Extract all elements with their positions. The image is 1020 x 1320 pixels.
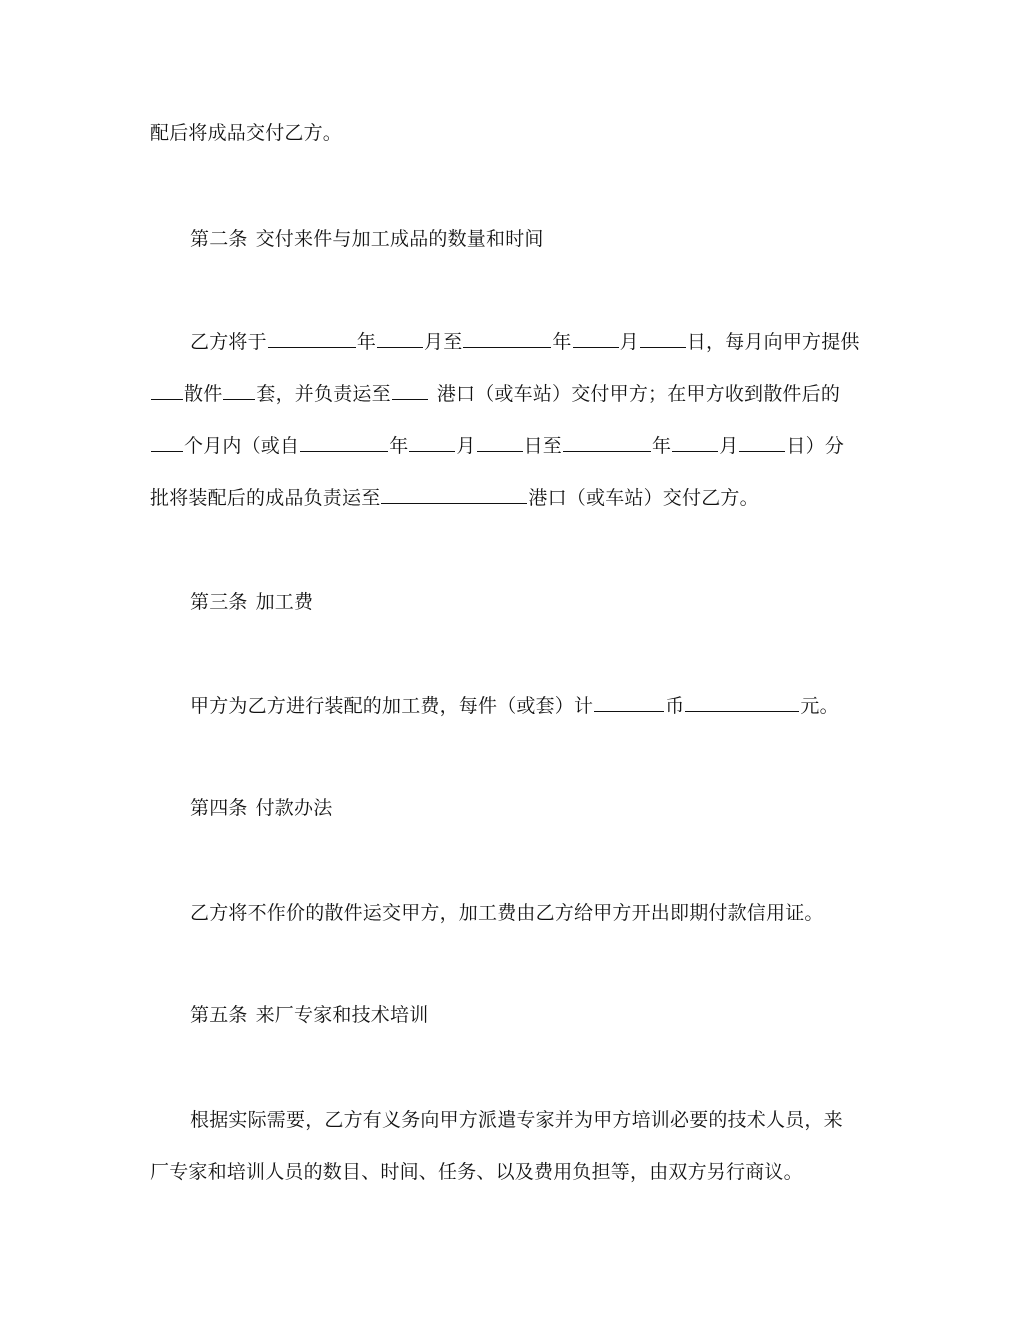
blank-field[interactable] xyxy=(377,329,423,348)
text: 月至 xyxy=(424,331,463,353)
text: 个月内（或自 xyxy=(184,435,300,457)
article-heading xyxy=(190,796,332,820)
text: 币 xyxy=(665,695,685,717)
article-number: 第五条 xyxy=(190,1004,248,1026)
article-heading xyxy=(190,227,544,251)
text: 元。 xyxy=(800,695,839,717)
article-heading xyxy=(190,590,313,614)
blank-field[interactable] xyxy=(223,381,255,400)
blank-field[interactable] xyxy=(409,433,455,452)
article-title: 交付来件与加工成品的数量和时间 xyxy=(255,228,544,250)
blank-field[interactable] xyxy=(268,329,356,348)
blank-field[interactable] xyxy=(594,693,664,712)
text: 根据实际需要，乙方有义务向甲方派遣专家并为甲方培训必要的技术人员，来 xyxy=(190,1109,843,1131)
text: 厂专家和培训人员的数目、时间、任务、以及费用负担等，由双方另行商议。 xyxy=(150,1161,803,1183)
article-number: 第四条 xyxy=(190,797,248,819)
text: 日，每月向甲方提供 xyxy=(686,331,860,353)
paragraph-line xyxy=(190,901,824,925)
paragraph-line xyxy=(190,693,839,718)
article-title: 加工费 xyxy=(255,591,314,613)
text: 年 xyxy=(389,435,409,457)
text: 年 xyxy=(356,331,377,353)
paragraph-line xyxy=(150,121,342,145)
text: 港口（或车站）交付甲方；在甲方收到散件后的 xyxy=(436,383,841,405)
text: 年 xyxy=(552,331,572,353)
paragraph-line xyxy=(150,381,840,406)
paragraph-line xyxy=(190,329,860,354)
text: 乙方将不作价的散件运交甲方，加工费由乙方给甲方开出即期付款信用证。 xyxy=(190,902,824,924)
text: 月 xyxy=(456,435,476,457)
blank-field[interactable] xyxy=(640,329,686,348)
text: 批将装配后的成品负责运至 xyxy=(150,487,381,509)
blank-field[interactable] xyxy=(685,693,799,712)
text: 日）分 xyxy=(786,435,845,457)
blank-field[interactable] xyxy=(151,433,183,452)
blank-field[interactable] xyxy=(151,381,183,400)
text: 月 xyxy=(619,331,639,353)
blank-field[interactable] xyxy=(463,329,551,348)
text: 套，并负责运至 xyxy=(256,383,391,405)
blank-field[interactable] xyxy=(573,329,619,348)
blank-field[interactable] xyxy=(672,433,718,452)
paragraph-line xyxy=(190,1108,843,1132)
text: 乙方将于 xyxy=(190,331,267,353)
text: 港口（或车站）交付乙方。 xyxy=(528,487,759,509)
text: 月 xyxy=(719,435,739,457)
paragraph-line xyxy=(150,433,844,458)
blank-field[interactable] xyxy=(381,485,527,504)
article-number: 第三条 xyxy=(190,591,248,613)
article-title: 来厂专家和技术培训 xyxy=(255,1004,429,1026)
text: 配后将成品交付乙方。 xyxy=(150,122,343,144)
blank-field[interactable] xyxy=(300,433,388,452)
blank-field[interactable] xyxy=(739,433,785,452)
blank-field[interactable] xyxy=(563,433,651,452)
article-heading xyxy=(190,1003,428,1027)
paragraph-line xyxy=(150,1160,803,1184)
article-title: 付款办法 xyxy=(255,797,333,819)
text: 甲方为乙方进行装配的加工费，每件（或套）计 xyxy=(190,695,594,717)
blank-field[interactable] xyxy=(392,381,428,400)
paragraph-line xyxy=(150,485,759,510)
text: 日至 xyxy=(523,435,563,457)
text: 年 xyxy=(652,435,672,457)
article-number: 第二条 xyxy=(190,228,248,250)
text: 散件 xyxy=(184,383,223,405)
blank-field[interactable] xyxy=(477,433,523,452)
